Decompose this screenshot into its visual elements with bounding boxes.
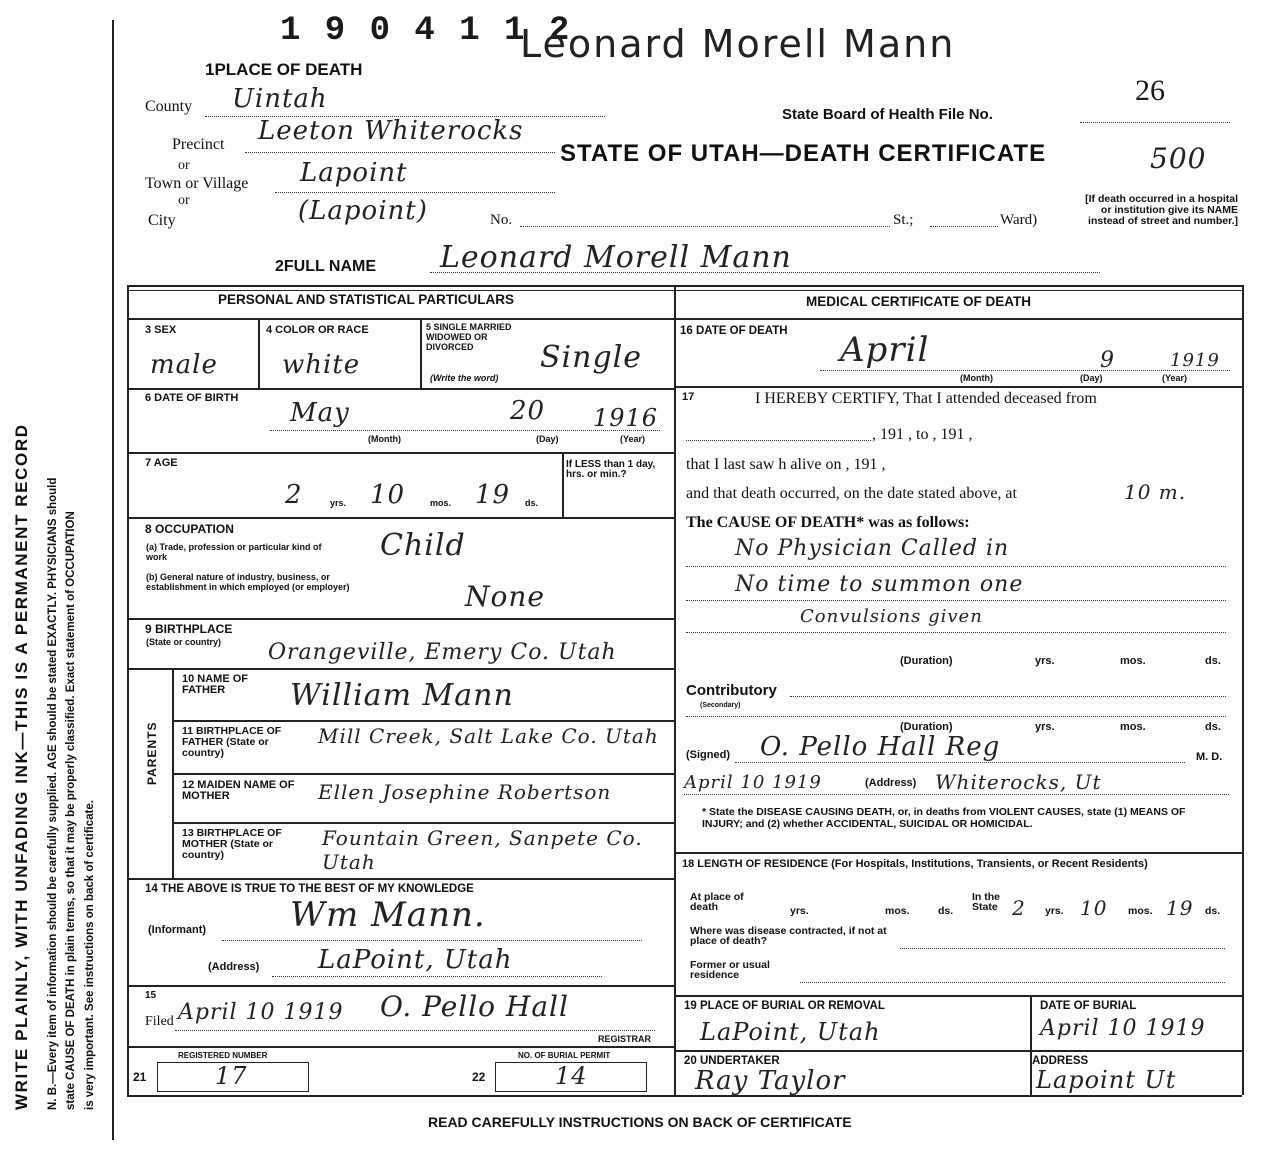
cause-line-2: No time to summon one (735, 572, 1024, 597)
medical-heading: MEDICAL CERTIFICATE OF DEATH (806, 294, 1031, 309)
sex-label: 3 SEX (145, 324, 177, 336)
residence-yrs-1: yrs. (790, 905, 809, 917)
residence-mos-2: mos. (1128, 905, 1153, 917)
burial-date-value: April 10 1919 (1040, 1016, 1206, 1041)
occupation-b-label: (b) General nature of industry, business, or establishment in which employed (or employer) (146, 572, 350, 592)
age-label: 7 AGE (145, 457, 178, 469)
certify-text: I HEREBY CERTIFY, That I attended deceased from (755, 390, 1097, 407)
full-name-label: 2FULL NAME (275, 258, 377, 275)
physician-address-value: Whiterocks, Ut (935, 770, 1102, 794)
instructions-note-2: state CAUSE OF DEATH in plain terms, so that it may be properly classified. Exact statement of OCCUPATION (65, 511, 77, 1110)
father-birthplace-value: Mill Creek, Salt Lake Co. Utah (318, 724, 659, 748)
informant-address-label: (Address) (208, 961, 260, 973)
undertaker-value: Ray Taylor (695, 1066, 846, 1096)
cause-line-3: Convulsions given (800, 606, 983, 627)
less-than-day: If LESS than 1 day, hrs. or min.? (566, 459, 656, 480)
permanent-record-note: WRITE PLAINLY, WITH UNFADING INK—THIS IS A PERMANENT RECORD (12, 423, 31, 1110)
occupation-label: 8 OCCUPATION (145, 522, 234, 536)
duration-yrs-2: yrs. (1035, 721, 1055, 733)
death-day-caption: (Day) (1080, 373, 1103, 383)
death-year: 1919 (1170, 350, 1220, 371)
duration-ds-1: ds. (1205, 655, 1221, 667)
cause-line-1: No Physician Called in (735, 536, 1010, 561)
race-value: white (282, 350, 361, 380)
burial-permit-value: 14 (555, 1062, 588, 1090)
death-time: 10 m. (1124, 480, 1187, 504)
duration-yrs-1: yrs. (1035, 655, 1055, 667)
undertaker-address-label: ADDRESS (1032, 1055, 1089, 1067)
precinct-label: Precinct (172, 136, 225, 153)
registrar-label: REGISTRAR (598, 1034, 652, 1044)
county-label: County (145, 98, 193, 115)
residence-ds-2: ds. (1205, 905, 1221, 917)
dob-month-caption: (Month) (368, 434, 401, 444)
file-number: 26 (1135, 74, 1165, 107)
dob-year-caption: (Year) (620, 434, 646, 444)
informant-label: (Informant) (148, 924, 207, 936)
hospital-note: [If death occurred in a hospital or institution give its NAME instead of street and number.] (1085, 193, 1238, 227)
city-value: (Lapoint) (298, 196, 428, 226)
residence-mos-1: mos. (885, 905, 910, 917)
handwritten-name: Leonard Morell Mann (520, 22, 956, 66)
age-ds-unit: ds. (525, 498, 539, 508)
burial-place-label: 19 PLACE OF BURIAL OR REMOVAL (684, 1000, 885, 1012)
residence-in-state: In the State (972, 891, 1000, 913)
undertaker-address-value: Lapoint Ut (1036, 1066, 1177, 1094)
corner-mark: 500 (1150, 142, 1207, 175)
mother-birthplace-value: Fountain Green, Sanpete Co. Utah (322, 826, 643, 874)
residence-state-months: 10 (1080, 896, 1108, 920)
street-label: St.; (893, 212, 914, 228)
residence-state-days: 19 (1166, 896, 1194, 920)
father-value: William Mann (290, 678, 514, 713)
age-years: 2 (285, 480, 303, 510)
birthplace-value: Orangeville, Emery Co. Utah (268, 640, 617, 665)
registered-number-label: REGISTERED NUMBER (178, 1051, 268, 1060)
age-yrs-unit: yrs. (330, 498, 347, 508)
burial-permit-label: NO. OF BURIAL PERMIT (518, 1051, 611, 1060)
informant-address-value: LaPoint, Utah (318, 945, 513, 975)
secondary-label: (Secondary) (700, 702, 741, 709)
former-residence-label: Former or usual residence (690, 959, 770, 981)
duration-mos-2: mos. (1120, 721, 1146, 733)
marital-note: (Write the word) (430, 373, 499, 383)
instructions-note-3: is very important. See instructions on back of certificate. (84, 800, 96, 1110)
certify-number: 17 (682, 391, 695, 403)
mother-value: Ellen Josephine Robertson (318, 780, 612, 804)
attended-from-line: , 191 , to , 191 , (872, 426, 973, 443)
occupation-a-value: Child (380, 528, 466, 563)
town-label: Town or Village (145, 175, 249, 192)
or-label-2: or (178, 193, 190, 208)
race-label: 4 COLOR OR RACE (266, 324, 369, 336)
cause-footnote: * State the DISEASE CAUSING DEATH, or, in deaths from VIOLENT CAUSES, state (1) MEANS OF INJURY; and (2) whether ACCIDENTAL, SUICIDAL OR HOMICIDAL. (702, 806, 1186, 830)
father-birthplace-label: 11 BIRTHPLACE OF FATHER (State or country) (182, 725, 282, 759)
signed-value: O. Pello Hall Reg (760, 732, 1001, 762)
stamp-number: 1 9 0 4 1 1 2 (280, 12, 572, 50)
death-day: 9 (1100, 348, 1115, 373)
signed-date: April 10 1919 (684, 772, 822, 793)
dob-year: 1916 (593, 404, 659, 432)
physician-address-label: (Address) (865, 777, 917, 789)
registered-number-value: 17 (215, 1062, 248, 1090)
age-days: 19 (475, 480, 511, 510)
last-saw-line: that I last saw h alive on , 191 , (686, 456, 886, 473)
burial-place-value: LaPoint, Utah (700, 1018, 881, 1046)
death-occurred-line: and that death occurred, on the date stated above, at (686, 485, 1017, 502)
age-months: 10 (370, 480, 406, 510)
mother-label: 12 MAIDEN NAME OF MOTHER (182, 779, 295, 802)
birthplace-sub: (State or country) (146, 637, 222, 647)
mother-birthplace-label: 13 BIRTHPLACE OF MOTHER (State or country) (182, 827, 282, 861)
occupation-b-value: None (465, 580, 545, 613)
undertaker-label: 20 UNDERTAKER (684, 1055, 780, 1067)
burial-permit-prefix: 22 (472, 1070, 486, 1084)
precinct-value: Leeton Whiterocks (258, 116, 524, 146)
contributory-label: Contributory (686, 682, 777, 699)
city-label: City (148, 212, 176, 229)
sex-value: male (150, 350, 218, 380)
signed-label: (Signed) (686, 749, 730, 761)
filed-value: April 10 1919 (178, 1000, 344, 1025)
residence-yrs-2: yrs. (1045, 905, 1064, 917)
dob-label: 6 DATE OF BIRTH (145, 392, 239, 404)
margin-rule (112, 20, 114, 1140)
disease-contracted-label: Where was disease contracted, if not at place of death? (690, 925, 887, 947)
ward-label: Ward) (1000, 212, 1038, 228)
residence-ds-1: ds. (938, 905, 954, 917)
father-label: 10 NAME OF FATHER (182, 673, 249, 696)
registrar-value: O. Pello Hall (380, 990, 569, 1023)
death-month: April (840, 330, 930, 370)
residence-state-years: 2 (1012, 896, 1026, 920)
dob-day-caption: (Day) (536, 434, 559, 444)
personal-heading: PERSONAL AND STATISTICAL PARTICULARS (218, 292, 515, 307)
or-label-1: or (178, 158, 190, 173)
marital-value: Single (540, 340, 643, 375)
duration-label-1: (Duration) (900, 655, 953, 667)
town-value: Lapoint (300, 158, 408, 188)
filed-number: 15 (145, 990, 157, 1001)
burial-date-label: DATE OF BURIAL (1040, 1000, 1137, 1012)
occupation-a-label: (a) Trade, profession or particular kind of work (146, 542, 322, 562)
birthplace-label: 9 BIRTHPLACE (145, 622, 233, 636)
registered-number-prefix: 21 (133, 1070, 147, 1084)
street-no-label: No. (490, 212, 513, 228)
age-mos-unit: mos. (430, 498, 452, 508)
full-name-value: Leonard Morell Mann (440, 240, 792, 275)
duration-mos-1: mos. (1120, 655, 1146, 667)
cause-label: The CAUSE OF DEATH* was as follows: (686, 514, 970, 531)
dob-day: 20 (510, 396, 546, 426)
residence-at-place: At place of death (690, 891, 744, 913)
informant-heading: 14 THE ABOVE IS TRUE TO THE BEST OF MY KNOWLEDGE (145, 883, 474, 895)
filed-label: Filed (145, 1014, 174, 1029)
instructions-note-1: N. B.—Every item of information should be carefully supplied. AGE should be stated EXACTLY. PHYSICIANS should (47, 477, 59, 1110)
dob-month: May (290, 398, 350, 428)
marital-label: 5 SINGLE MARRIED WIDOWED OR DIVORCED (426, 322, 512, 352)
date-of-death-label: 16 DATE OF DEATH (680, 325, 788, 337)
informant-value: Wm Mann. (290, 895, 486, 935)
death-month-caption: (Month) (960, 373, 993, 383)
residence-label: 18 LENGTH OF RESIDENCE (For Hospitals, Institutions, Transients, or Recent Residents) (682, 858, 1148, 870)
footer-instructions: READ CAREFULLY INSTRUCTIONS ON BACK OF CERTIFICATE (428, 1114, 852, 1130)
md-label: M. D. (1196, 751, 1223, 763)
parents-label: PARENTS (145, 721, 159, 785)
place-of-death-label: 1PLACE OF DEATH (205, 60, 363, 79)
certificate-title: STATE OF UTAH—DEATH CERTIFICATE (560, 140, 1047, 167)
file-number-label: State Board of Health File No. (782, 106, 993, 123)
duration-label-2: (Duration) (900, 721, 953, 733)
death-year-caption: (Year) (1162, 373, 1188, 383)
duration-ds-2: ds. (1205, 721, 1221, 733)
county-value: Uintah (232, 84, 328, 114)
